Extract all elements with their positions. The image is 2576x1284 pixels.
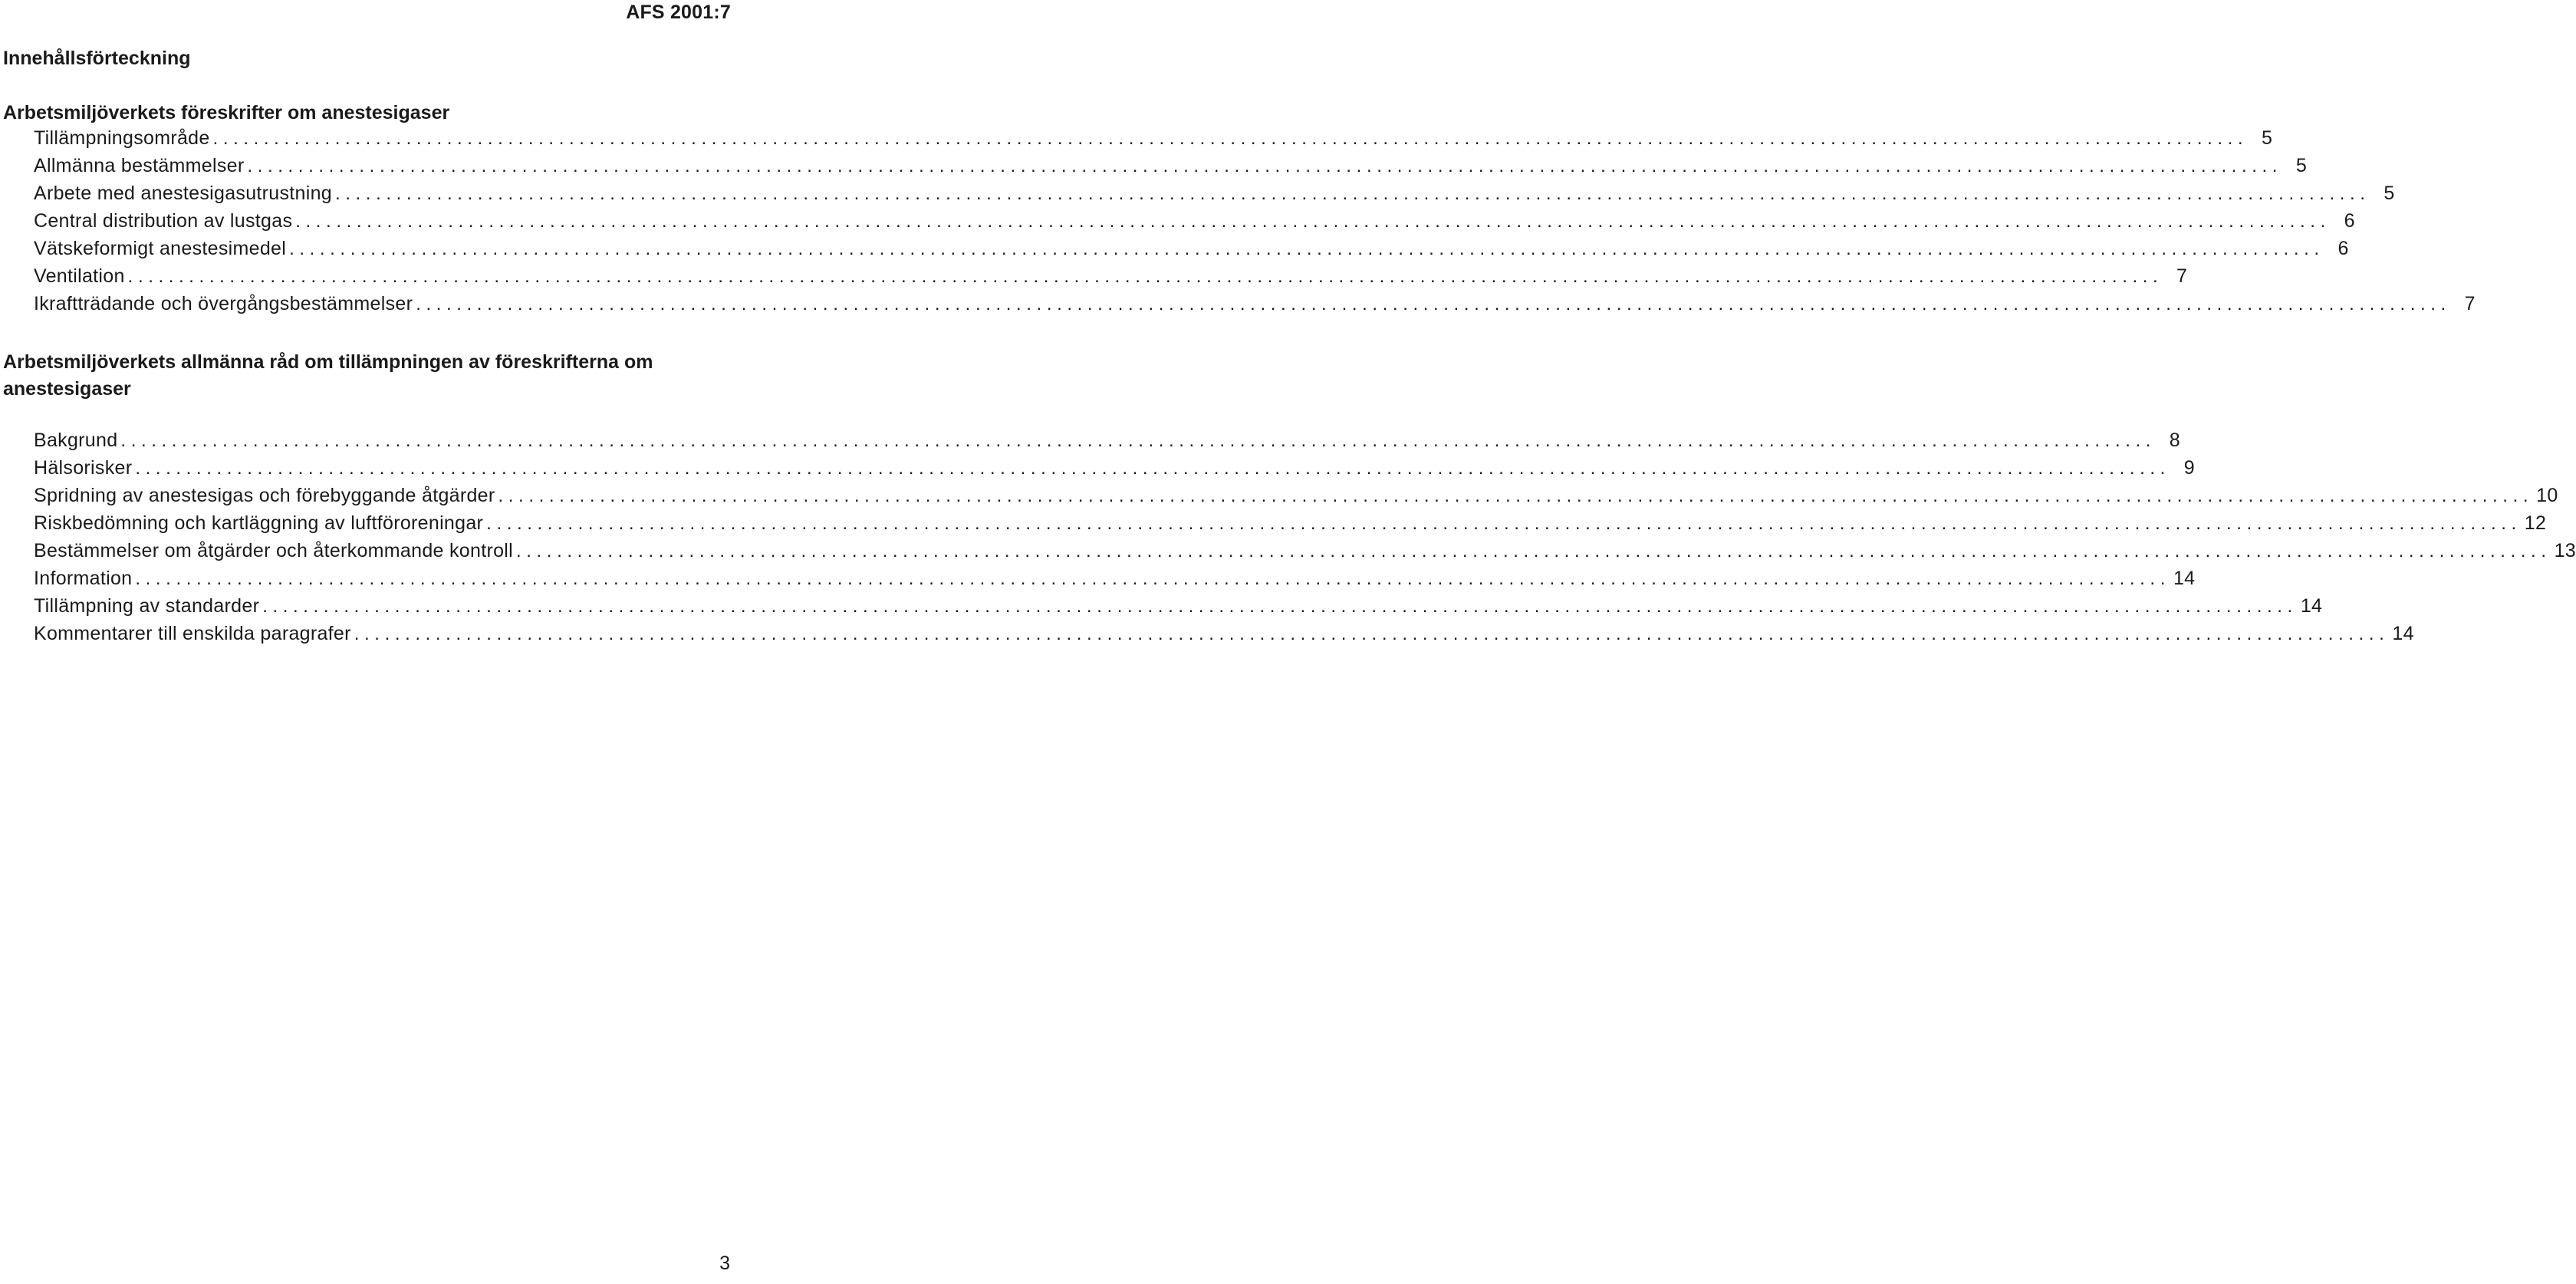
toc-entry[interactable] [34,540,2576,568]
toc-entry[interactable] [34,183,2395,210]
toc-entry[interactable] [34,430,2181,457]
document-code: AFS 2001:7 [626,2,731,23]
toc-entry-label: Central distribution av lustgas [34,210,293,232]
toc-entry[interactable] [34,568,2196,595]
toc-entry[interactable] [34,127,2273,155]
toc-entry-page: 14 [2173,568,2196,589]
toc-entry[interactable] [34,265,2188,293]
toc-entry[interactable] [34,210,2355,238]
toc-entry-page: 7 [2176,265,2188,287]
toc-entry-page: 8 [2169,430,2181,451]
toc-entry[interactable] [34,457,2195,485]
dot-leader: ........................................................................................................................................................................................................ [135,458,2170,479]
toc-entry-label: Bestämmelser om åtgärder och återkommande kontroll [34,540,513,561]
dot-leader: ........................................................................................................................................................................................................ [127,266,2163,287]
toc-entry[interactable] [34,512,2547,540]
toc-entry-label: Tillämpning av standarder [34,595,260,617]
toc-entry-label: Bakgrund [34,430,118,451]
toc-list-general-advice [34,430,2576,650]
dot-leader: ........................................................................................................................................................................................................ [335,183,2370,204]
section-heading-regulations: Arbetsmiljöverkets föreskrifter om anestesigaser [3,102,450,123]
toc-entry[interactable] [34,293,2476,321]
toc-entry-page: 6 [2344,210,2355,232]
dot-leader: ........................................................................................................................................................................................................ [416,294,2451,314]
dot-leader: ........................................................................................................................................................................................................ [262,596,2298,617]
toc-entry-page: 7 [2464,293,2476,314]
toc-entry-page: 14 [2300,595,2323,617]
toc-entry[interactable] [34,623,2414,650]
dot-leader: ........................................................................................................................................................................................................ [295,211,2331,232]
toc-entry-label: Kommentarer till enskilda paragrafer [34,623,351,644]
toc-entry-page: 10 [2536,485,2558,506]
page-number: 3 [719,1253,730,1274]
toc-entry[interactable] [34,155,2308,183]
dot-leader: ........................................................................................................................................................................................................ [486,513,2522,534]
toc-entry-page: 5 [2261,127,2273,149]
toc-entry-label: Ventilation [34,265,125,287]
dot-leader: ........................................................................................................................................................................................................ [135,568,2170,589]
toc-entry[interactable] [34,595,2323,623]
toc-entry-label: Vätskeformigt anestesimedel [34,238,287,259]
dot-leader: ........................................................................................................................................................................................................ [212,128,2249,149]
toc-entry-label: Ikraftträdande och övergångsbestämmelser [34,293,413,314]
toc-title: Innehållsförteckning [3,48,191,69]
toc-entry-page: 9 [2183,457,2195,479]
dot-leader: ........................................................................................................................................................................................................ [289,239,2324,259]
dot-leader: ........................................................................................................................................................................................................ [354,624,2390,644]
dot-leader: ........................................................................................................................................................................................................ [247,156,2283,176]
toc-entry-page: 5 [2295,155,2308,176]
toc-entry[interactable] [34,485,2558,512]
toc-entry-label: Tillämpningsområde [34,127,210,149]
dot-leader: ........................................................................................................................................................................................................ [498,486,2534,506]
dot-leader: ........................................................................................................................................................................................................ [120,430,2157,451]
dot-leader: ........................................................................................................................................................................................................ [516,541,2551,561]
toc-list-regulations [34,127,2476,321]
toc-entry-page: 5 [2384,183,2395,204]
toc-entry-label: Arbete med anestesigasutrustning [34,183,332,204]
toc-entry-page: 14 [2392,623,2414,644]
toc-entry-label: Information [34,568,133,589]
toc-entry-label: Spridning av anestesigas och förebyggande åtgärder [34,485,495,506]
toc-entry-label: Riskbedömning och kartläggning av luftföroreningar [34,512,484,534]
toc-entry-label: Allmänna bestämmelser [34,155,245,176]
toc-entry-page: 13 [2554,540,2576,561]
toc-entry-page: 12 [2524,512,2547,534]
toc-entry-label: Hälsorisker [34,457,133,479]
toc-entry[interactable] [34,238,2349,265]
section-heading-general-advice: Arbetsmiljöverkets allmänna råd om tillämpningen av föreskrifterna om anestesigaser [3,351,653,400]
toc-entry-page: 6 [2337,238,2349,259]
